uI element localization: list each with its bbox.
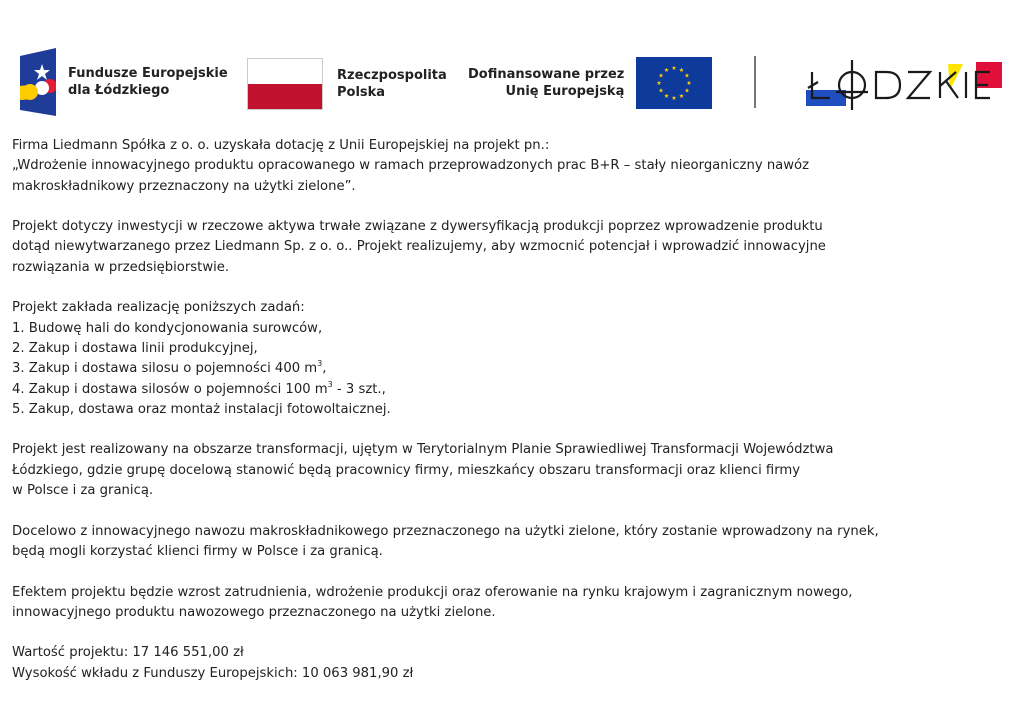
fe-logo-line2: dla Łódzkiego	[68, 83, 170, 98]
intro-line: Firma Liedmann Spółka z o. o. uzyskała dotację z Unii Europejskiej na projekt pn.:	[12, 138, 550, 153]
investment-line: rozwiązania w przedsiębiorstwie.	[12, 259, 230, 275]
effect-line: Efektem projektu będzie wzrost zatrudnienia, wdrożenie produkcji oraz oferowanie na rynku krajowym i zagranicznym nowego,	[12, 584, 853, 600]
lodzkie-wordmark-icon	[800, 60, 1010, 110]
superscript: 3	[317, 359, 323, 369]
document-body	[12, 136, 1012, 704]
target-line: Docelowo z innowacyjnego nawozu makroskładnikowego przeznaczonego na użytki zielone, który zostanie wprowadzony na rynek,	[12, 523, 879, 539]
pl-logo-line1: Rzeczpospolita	[337, 68, 447, 83]
target-line: będą mogli korzystać klienci firmy w Polsce i za granicą.	[12, 543, 383, 559]
eu-flag-icon	[636, 57, 712, 109]
effect-line: innowacyjnego produktu nawozowego przeznaczonego na użytki zielone.	[12, 604, 496, 620]
area-paragraph	[12, 440, 1012, 501]
intro-paragraph	[12, 136, 1012, 197]
lodzkie-logo	[800, 60, 1010, 110]
task-item: 5. Zakup, dostawa oraz montaż instalacji fotowoltaicznej.	[12, 401, 391, 417]
polish-flag-icon	[247, 58, 323, 110]
task-item: 2. Zakup i dostawa linii produkcyjnej,	[12, 340, 258, 356]
effect-paragraph	[12, 583, 1012, 624]
tasks-heading: Projekt zakłada realizację poniższych zadań:	[12, 300, 305, 316]
investment-line: Projekt dotyczy inwestycji w rzeczowe aktywa trwałe związane z dywersyfikacją produkcji poprzez wprowadzenie produktu	[12, 219, 823, 235]
eu-logo-line1: Dofinansowane przez	[468, 67, 625, 82]
area-line: w Polsce i za granicą.	[12, 483, 154, 499]
eu-logo-line2: Unię Europejską	[505, 84, 625, 99]
task-item: 1. Budowę hali do kondycjonowania surowców,	[12, 320, 323, 336]
pl-logo-line2: Polska	[337, 85, 386, 100]
area-line: Łódzkiego, gdzie grupę docelową stanowić będą pracownicy firmy, mieszkańcy obszaru transformacji oraz klienci firmy	[12, 462, 801, 478]
task-item: 4. Zakup i dostawa silosów o pojemności 100 $m^3 - 3$ szt.,	[12, 379, 386, 397]
eu-cofinanced-logo	[468, 57, 712, 109]
intro-line: „Wdrożenie innowacyjnego produktu opracowanego w ramach przeprowadzonych prac B+R – stały nieorganiczny nawóz	[12, 158, 810, 174]
intro-line: makroskładnikowy przeznaczony na użytki zielone”.	[12, 178, 356, 194]
superscript: 3	[327, 379, 333, 389]
task-item: 3. Zakup i dostawa silosu o pojemności 400 $m^3$,	[12, 359, 327, 377]
investment-paragraph	[12, 217, 1012, 278]
target-paragraph	[12, 522, 1012, 563]
logo-divider	[754, 56, 756, 108]
tasks-section	[12, 298, 1012, 420]
project-value: Wartość projektu: 17 146 551,00 zł	[12, 645, 244, 661]
rzeczpospolita-polska-logo	[247, 58, 447, 110]
fe-logo-line1: Fundusze Europejskie	[68, 66, 228, 81]
area-line: Projekt jest realizowany na obszarze transformacji, ujętym w Terytorialnym Planie Sprawiedliwej Transformacji Województwa	[12, 442, 834, 458]
eu-contribution-value: Wysokość wkładu z Funduszy Europejskich: 10 063 981,90 zł	[12, 665, 414, 681]
fundusze-europejskie-logo	[20, 48, 228, 116]
values-paragraph	[12, 643, 1012, 684]
fe-emblem-icon	[20, 48, 56, 116]
logo-bar	[0, 40, 1024, 120]
investment-line: dotąd niewytwarzanego przez Liedmann Sp. z o. o.. Projekt realizujemy, aby wzmocnić potencjał i wprowadzić innowacyjne	[12, 239, 826, 255]
